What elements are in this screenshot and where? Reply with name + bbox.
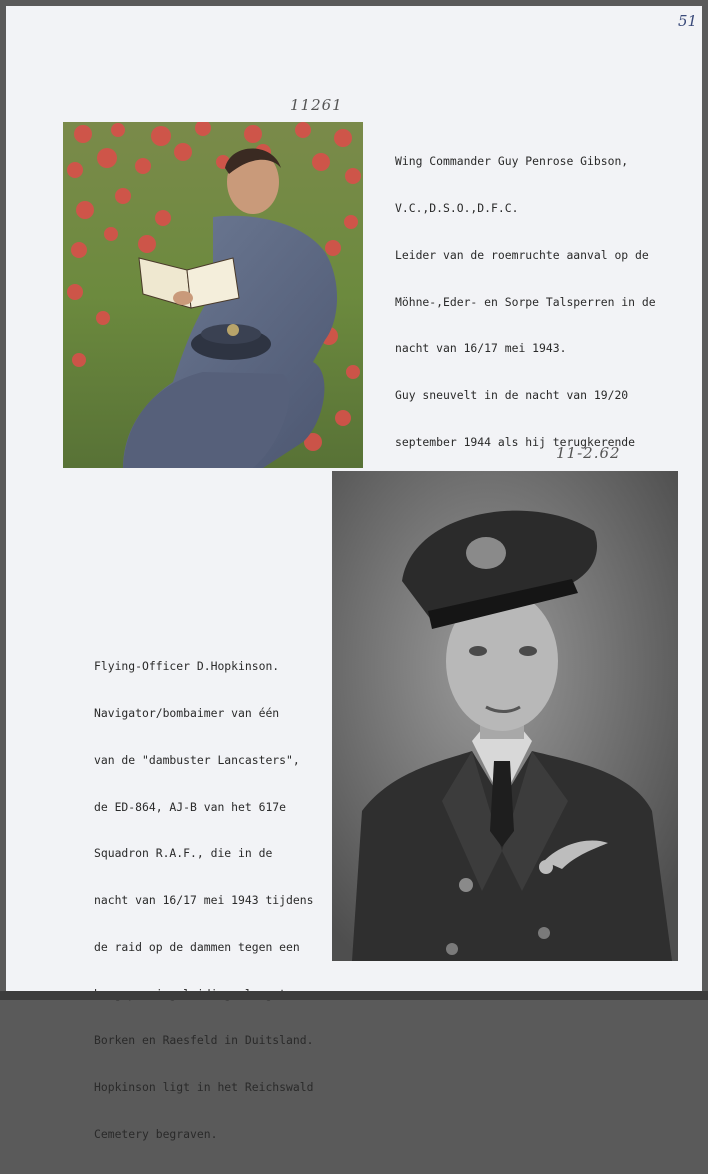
caption-line: Navigator/bombaimer van één xyxy=(94,705,280,720)
photo-gibson-poppy-field xyxy=(63,122,363,468)
caption-line: Squadron R.A.F., die in de xyxy=(94,846,273,861)
caption-line: Borken en Raesfeld in Duitsland. xyxy=(94,1033,314,1048)
caption-line: september 1944 als hij terugkerende xyxy=(395,434,636,449)
album-page xyxy=(6,6,702,1141)
page-number: 51 xyxy=(678,12,698,30)
caption-line: nacht van 16/17 mei 1943 tijdens xyxy=(94,893,314,908)
caption-line: Wing Commander Guy Penrose Gibson, xyxy=(395,154,629,169)
caption-line: van de "dambuster Lancasters", xyxy=(94,752,300,767)
caption-hopkinson xyxy=(94,628,320,1174)
photo-hopkinson-portrait xyxy=(332,471,678,961)
caption-line: nacht van 16/17 mei 1943. xyxy=(395,341,567,356)
caption-line: Flying-Officer D.Hopkinson. xyxy=(94,659,280,674)
handwritten-reference-2: 11-2.62 xyxy=(556,444,621,462)
scan-border-bottom xyxy=(0,991,708,1000)
caption-line: de raid op de dammen tegen een xyxy=(94,939,300,954)
caption-line: Möhne-,Eder- en Sorpe Talsperren in de xyxy=(395,294,656,309)
caption-line: V.C.,D.S.O.,D.F.C. xyxy=(395,200,519,215)
handwritten-reference-1: 11261 xyxy=(290,96,343,114)
caption-line: Hopkinson ligt in het Reichswald xyxy=(94,1080,314,1095)
caption-line: Guy sneuvelt in de nacht van 19/20 xyxy=(395,388,629,403)
caption-line: Cemetery begraven. xyxy=(94,1127,218,1141)
caption-line: Leider van de roemruchte aanval op de xyxy=(395,247,649,262)
caption-line: de ED-864, AJ-B van het 617e xyxy=(94,799,287,814)
